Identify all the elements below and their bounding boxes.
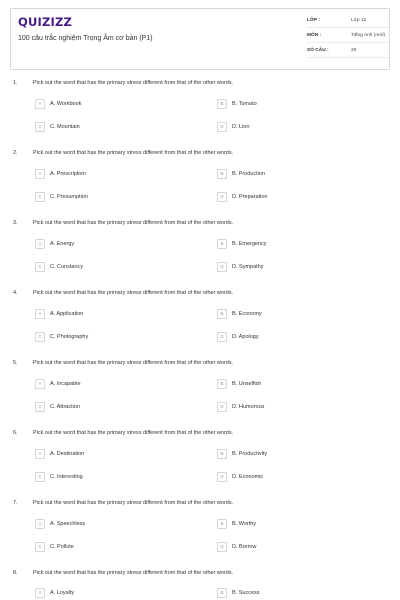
question-number: 2. <box>13 150 18 156</box>
question <box>0 80 400 150</box>
answer-option-d[interactable] <box>217 542 367 552</box>
answer-option-d[interactable] <box>217 472 367 482</box>
option-text: B. Emergency <box>232 240 267 247</box>
option-letter-box: C <box>35 402 45 412</box>
option-text: B. Productivity <box>232 450 268 457</box>
answer-option-c[interactable] <box>35 262 185 272</box>
answer-option-b[interactable] <box>217 239 367 249</box>
option-letter-box: A <box>35 239 45 249</box>
option-letter-box: D <box>217 192 227 202</box>
option-text: C. Constancy <box>50 263 84 270</box>
option-letter-box: A <box>35 169 45 179</box>
option-text: D. Borrow <box>232 543 257 550</box>
option-text: C. Pollute <box>50 543 74 550</box>
meta-value: 20 <box>351 48 357 53</box>
question <box>0 220 400 290</box>
option-text: A. Workbook <box>50 100 82 107</box>
answer-option-c[interactable] <box>35 122 185 132</box>
answer-option-a[interactable] <box>35 449 185 459</box>
question-text: Pick out the word that has the primary stress different from that of the other words. <box>33 360 234 366</box>
option-letter-box: B <box>217 99 227 109</box>
question <box>0 430 400 500</box>
option-letter-box: B <box>217 519 227 529</box>
option-text: D. Lion <box>232 123 250 130</box>
question-number: 5. <box>13 360 18 366</box>
answer-option-a[interactable] <box>35 169 185 179</box>
answer-option-c[interactable] <box>35 542 185 552</box>
question <box>0 290 400 360</box>
answer-option-c[interactable] <box>35 472 185 482</box>
question <box>0 570 400 600</box>
answer-option-a[interactable] <box>35 519 185 529</box>
option-letter-box: A <box>35 379 45 389</box>
question-number: 3. <box>13 220 18 226</box>
answer-option-b[interactable] <box>217 449 367 459</box>
option-letter-box: A <box>35 588 45 598</box>
answer-option-c[interactable] <box>35 332 185 342</box>
answer-option-a[interactable] <box>35 239 185 249</box>
option-letter-box: A <box>35 449 45 459</box>
option-text: A. Loyalty <box>50 589 75 596</box>
option-letter-box: C <box>35 262 45 272</box>
meta-divider <box>307 57 391 58</box>
answer-option-a[interactable] <box>35 379 185 389</box>
option-letter-box: D <box>217 332 227 342</box>
answer-option-b[interactable] <box>217 309 367 319</box>
option-letter-box: B <box>217 588 227 598</box>
option-text: D. Apology <box>232 333 259 340</box>
option-text: A. Energy <box>50 240 75 247</box>
option-letter-box: D <box>217 122 227 132</box>
question-text: Pick out the word that has the primary stress different from that of the other words. <box>33 570 234 576</box>
answer-option-d[interactable] <box>217 262 367 272</box>
question-text: Pick out the word that has the primary stress different from that of the other words. <box>33 290 234 296</box>
option-text: B. Production <box>232 170 266 177</box>
worksheet-header <box>10 8 390 70</box>
option-text: B. Success <box>232 589 260 596</box>
answer-option-d[interactable] <box>217 402 367 412</box>
option-letter-box: D <box>217 402 227 412</box>
question <box>0 360 400 430</box>
option-text: A. Incapable <box>50 380 81 387</box>
option-text: B. Unselfish <box>232 380 262 387</box>
answer-option-b[interactable] <box>217 169 367 179</box>
option-letter-box: A <box>35 99 45 109</box>
answer-option-d[interactable] <box>217 122 367 132</box>
option-letter-box: C <box>35 122 45 132</box>
question-text: Pick out the word that has the primary stress different from that of the other words. <box>33 220 234 226</box>
page-title: 100 câu trắc nghiệm Trọng Âm cơ bản (P1) <box>18 35 153 42</box>
question-text: Pick out the word that has the primary stress different from that of the other words. <box>33 500 234 506</box>
option-text: D. Economic <box>232 473 264 480</box>
meta-value: Tiếng Anh (mới) <box>351 33 386 38</box>
option-text: A. Destination <box>50 450 85 457</box>
option-text: D. Humorous <box>232 403 265 410</box>
option-text: C. Mountain <box>50 123 80 130</box>
answer-option-d[interactable] <box>217 332 367 342</box>
answer-option-a[interactable] <box>35 588 185 598</box>
meta-label: SỐ CÂU : <box>307 48 329 53</box>
option-text: A. Prescription <box>50 170 86 177</box>
option-text: C. Photography <box>50 333 89 340</box>
option-letter-box: B <box>217 309 227 319</box>
option-text: B. Worthy <box>232 520 257 527</box>
meta-row-subject <box>307 33 391 38</box>
option-letter-box: C <box>35 472 45 482</box>
answer-option-b[interactable] <box>217 379 367 389</box>
option-text: B. Economy <box>232 310 262 317</box>
question-text: Pick out the word that has the primary stress different from that of the other words. <box>33 80 234 86</box>
answer-option-d[interactable] <box>217 192 367 202</box>
meta-divider <box>307 42 391 43</box>
question <box>0 500 400 570</box>
answer-option-a[interactable] <box>35 99 185 109</box>
answer-option-c[interactable] <box>35 192 185 202</box>
answer-option-a[interactable] <box>35 309 185 319</box>
option-text: C. Interesting <box>50 473 83 480</box>
option-text: C. Presumption <box>50 193 88 200</box>
option-letter-box: B <box>217 449 227 459</box>
answer-option-c[interactable] <box>35 402 185 412</box>
option-text: D. Sympathy <box>232 263 264 270</box>
question-text: Pick out the word that has the primary stress different from that of the other words. <box>33 430 234 436</box>
answer-option-b[interactable] <box>217 588 367 598</box>
meta-label: LỚP : <box>307 18 321 23</box>
option-letter-box: D <box>217 262 227 272</box>
option-letter-box: A <box>35 309 45 319</box>
option-letter-box: B <box>217 239 227 249</box>
option-letter-box: D <box>217 472 227 482</box>
option-letter-box: B <box>217 169 227 179</box>
question-number: 6. <box>13 430 18 436</box>
meta-panel <box>307 9 391 69</box>
question-text: Pick out the word that has the primary stress different from that of the other words. <box>33 150 234 156</box>
option-text: A. Speechless <box>50 520 86 527</box>
option-letter-box: C <box>35 332 45 342</box>
question-number: 8. <box>13 570 18 576</box>
question-number: 7. <box>13 500 18 506</box>
option-text: B. Tomato <box>232 100 257 107</box>
meta-value: Lớp 12 <box>351 18 367 23</box>
answer-option-b[interactable] <box>217 519 367 529</box>
meta-divider <box>307 27 391 28</box>
question <box>0 150 400 220</box>
question-number: 1. <box>13 80 18 86</box>
option-text: C. Attraction <box>50 403 80 410</box>
quizizz-logo: QUIZIZZ <box>18 15 73 29</box>
option-letter-box: C <box>35 192 45 202</box>
question-number: 4. <box>13 290 18 296</box>
option-text: D. Preparation <box>232 193 268 200</box>
option-text: A. Application <box>50 310 84 317</box>
meta-row-class <box>307 18 391 23</box>
option-letter-box: A <box>35 519 45 529</box>
option-letter-box: B <box>217 379 227 389</box>
option-letter-box: C <box>35 542 45 552</box>
meta-label: MÔN : <box>307 33 322 38</box>
answer-option-b[interactable] <box>217 99 367 109</box>
option-letter-box: D <box>217 542 227 552</box>
meta-row-count <box>307 48 391 53</box>
